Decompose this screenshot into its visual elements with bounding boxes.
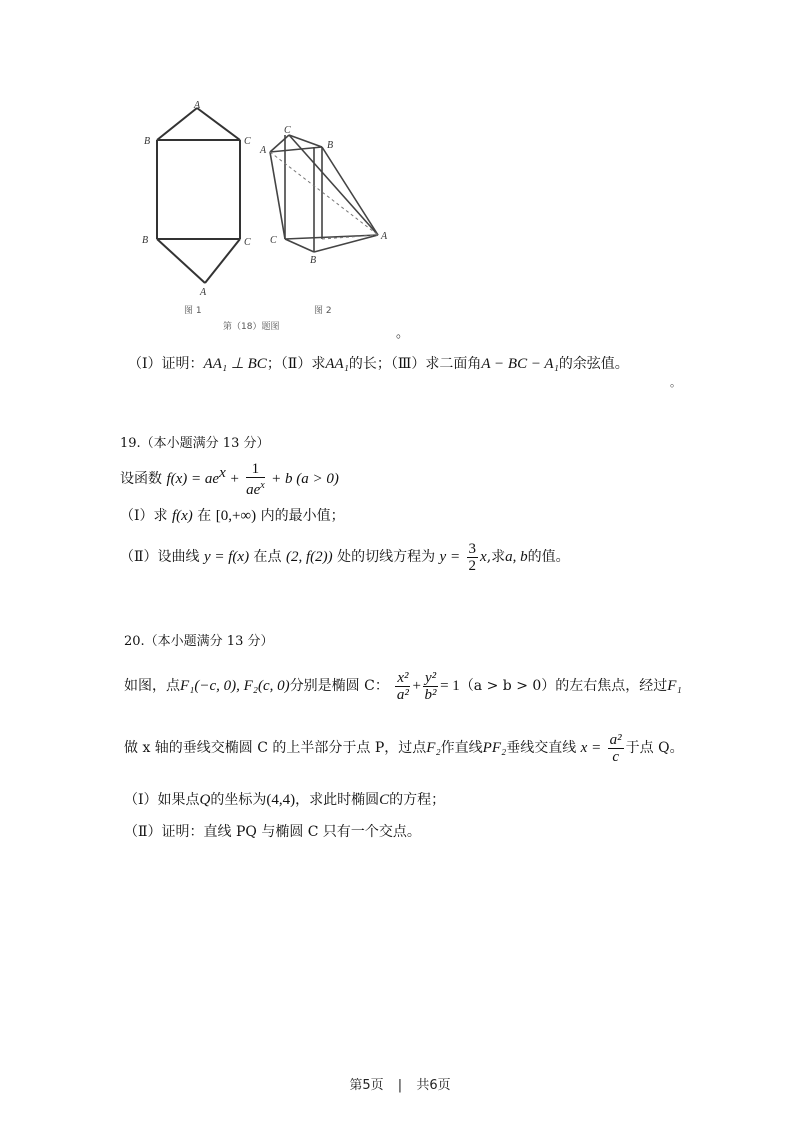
q20-line1: 如图，点F₁(−c, 0), F₂(c, 0)分别是椭圆 C： $\frac{\text{x²}}{\text{a²}}$ + $\frac{\text{y²}}{\text{b²}}$ = 1（a > b > 0）的左右焦点，经过F₁ xyxy=(124,669,682,703)
fig1-label-B: B xyxy=(144,136,151,147)
q20-header: 20.（本小题满分 13 分） xyxy=(124,634,274,649)
fig2-label-B1: B xyxy=(310,255,317,266)
figure-caption: 第（18）题图 xyxy=(223,322,280,332)
fig2-caption: 图 2 xyxy=(314,306,332,316)
q19-part1: （Ⅰ）求 f(x) 在 [0,+∞) 内的最小值； xyxy=(120,508,345,524)
q19-definition: 设函数 $f(x) = ae^x$ + $\frac{1}{ae^x}$ + b (a > 0) xyxy=(120,460,339,498)
figure-dot: 。 xyxy=(396,326,410,341)
q18-trailing-dot: 。 xyxy=(670,376,681,389)
fig1-label-A: A xyxy=(194,100,201,111)
fig2-label-B: B xyxy=(327,140,334,151)
page-footer xyxy=(0,1074,800,1093)
q20-part2: （Ⅱ）证明：直线 PQ 与椭圆 C 只有一个交点。 xyxy=(124,824,421,840)
q19-header: 19.（本小题满分 13 分） xyxy=(120,436,270,451)
fig2-label-A: A xyxy=(260,145,267,156)
q20-part1: （Ⅰ）如果点Q的坐标为(4,4)，求此时椭圆C的方程； xyxy=(124,792,446,808)
fig2-label-A1: A xyxy=(381,231,388,242)
fig1-label-C1: C xyxy=(244,237,251,248)
page-number: 第5页 xyxy=(349,1078,384,1093)
q18-parts: （Ⅰ）证明：AA₁ ⊥ BC；（Ⅱ）求AA₁的长；（Ⅲ）求二面角A − BC − A₁的余弦值。 xyxy=(128,356,629,372)
fig1-label-C: C xyxy=(244,136,251,147)
q19-part2: （Ⅱ）设曲线 y = f(x) 在点 (2, f(2)) 处的切线方程为 y = $\frac{3}{2}$ x,求a, b的值。 xyxy=(120,540,570,574)
page-total: 共6页 xyxy=(416,1078,451,1093)
fig2-label-C1: C xyxy=(270,235,277,246)
q18-figure xyxy=(130,95,410,335)
fig1-caption: 图 1 xyxy=(184,306,202,316)
fig2-label-C: C xyxy=(284,125,291,136)
fig1-label-A1: A xyxy=(200,287,207,298)
q20-line2: 做 x 轴的垂线交椭圆 C 的上半部分于点 P，过点F₂作直线PF₂垂线交直线 x = $\frac{\text{a²}}{c}$ 于点 Q。 xyxy=(124,731,684,765)
footer-separator: | xyxy=(397,1078,403,1093)
fig1-label-B1: B xyxy=(142,235,149,246)
